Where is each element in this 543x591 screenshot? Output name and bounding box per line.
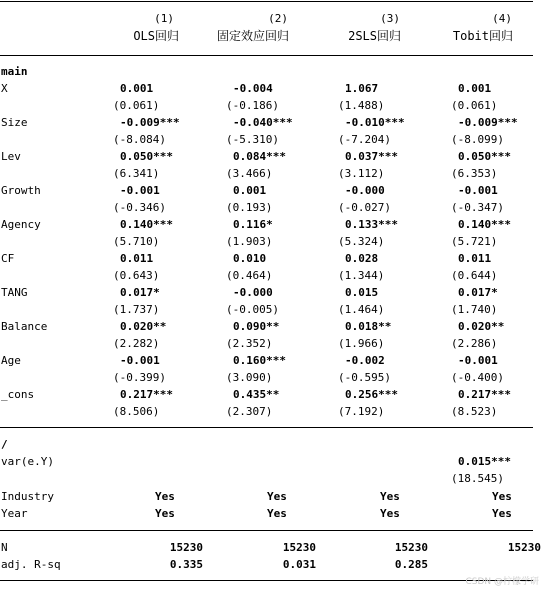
col-4-name: Tobit回归 xyxy=(452,29,513,43)
top-rule xyxy=(0,1,533,2)
coef-cell: 0.020** xyxy=(458,320,505,333)
var-row-t xyxy=(0,470,543,487)
tstat-cell: (-0.027) xyxy=(338,201,391,214)
control-label: Year xyxy=(1,507,28,520)
coef-row xyxy=(0,80,543,97)
coef-cell: 0.018** xyxy=(345,320,392,333)
tstat-cell: (3.112) xyxy=(338,167,385,180)
coef-row xyxy=(0,318,543,335)
controls-bottom-rule xyxy=(0,530,533,531)
tstat-cell: (-7.204) xyxy=(338,133,391,146)
tstat-row xyxy=(0,335,543,352)
section-slash-row xyxy=(0,436,543,453)
coef-cell: 0.133*** xyxy=(345,218,398,231)
row-label: CF xyxy=(1,252,15,265)
coef-row xyxy=(0,182,543,199)
stat-row xyxy=(0,539,543,556)
tstat-cell: (6.353) xyxy=(451,167,498,180)
tstat-cell: (5.710) xyxy=(113,235,160,248)
tstat-cell: (0.464) xyxy=(226,269,273,282)
coef-cell: -0.001 xyxy=(458,184,498,197)
coef-cell: -0.010*** xyxy=(345,116,405,129)
coef-cell: 0.090** xyxy=(233,320,280,333)
coef-cell: -0.000 xyxy=(345,184,385,197)
control-row xyxy=(0,505,543,522)
row-label: Agency xyxy=(1,218,41,231)
control-value: Yes xyxy=(492,490,512,503)
tstat-cell: (-0.347) xyxy=(451,201,504,214)
stat-value: 0.031 xyxy=(282,558,316,571)
tstat-cell: (0.061) xyxy=(451,99,498,112)
col-4-number: (4) xyxy=(492,12,512,25)
bottom-rule xyxy=(0,580,533,581)
coef-row xyxy=(0,216,543,233)
coef-cell: -0.001 xyxy=(120,184,160,197)
coef-row xyxy=(0,148,543,165)
coef-cell: 1.067 xyxy=(345,82,379,95)
var-row-label: var(e.Y) xyxy=(1,455,54,468)
coef-cell: 0.116* xyxy=(233,218,273,231)
stat-value: 15230 xyxy=(394,541,428,554)
col-3-name: 2SLS回归 xyxy=(348,29,401,43)
coef-cell: 0.256*** xyxy=(345,388,398,401)
section-main-row xyxy=(0,63,543,80)
coef-row xyxy=(0,250,543,267)
tstat-cell: (1.740) xyxy=(451,303,498,316)
tstat-row xyxy=(0,165,543,182)
main-bottom-rule xyxy=(0,427,533,428)
coef-row xyxy=(0,114,543,131)
row-label: Age xyxy=(1,354,21,367)
coef-cell: -0.004 xyxy=(233,82,273,95)
var-row xyxy=(0,453,543,470)
coef-cell: 0.010 xyxy=(233,252,267,265)
tstat-cell: (-0.595) xyxy=(338,371,391,384)
tstat-cell: (-5.310) xyxy=(226,133,279,146)
control-value: Yes xyxy=(155,490,175,503)
var-row-coef: 0.015*** xyxy=(458,455,511,468)
control-value: Yes xyxy=(380,507,400,520)
section-main-label: main xyxy=(1,65,28,78)
tstat-cell: (2.286) xyxy=(451,337,498,350)
coef-cell: 0.017* xyxy=(458,286,498,299)
coef-cell: 0.001 xyxy=(233,184,267,197)
tstat-cell: (2.282) xyxy=(113,337,160,350)
tstat-cell: (2.307) xyxy=(226,405,273,418)
coef-cell: 0.028 xyxy=(345,252,379,265)
tstat-cell: (8.506) xyxy=(113,405,160,418)
col-1-name: OLS回归 xyxy=(133,29,179,43)
col-2-name: 固定效应回归 xyxy=(216,29,289,43)
coef-cell: -0.009*** xyxy=(458,116,518,129)
col-3-number: (3) xyxy=(380,12,400,25)
tstat-cell: (3.090) xyxy=(226,371,273,384)
row-label: Size xyxy=(1,116,28,129)
tstat-cell: (1.344) xyxy=(338,269,385,282)
coef-cell: -0.009*** xyxy=(120,116,180,129)
tstat-cell: (-8.099) xyxy=(451,133,504,146)
tstat-row xyxy=(0,301,543,318)
tstat-cell: (-0.346) xyxy=(113,201,166,214)
tstat-cell: (0.193) xyxy=(226,201,273,214)
tstat-cell: (1.488) xyxy=(338,99,385,112)
tstat-cell: (1.903) xyxy=(226,235,273,248)
coef-cell: 0.050*** xyxy=(458,150,511,163)
control-value: Yes xyxy=(155,507,175,520)
row-label: Balance xyxy=(1,320,48,333)
tstat-cell: (0.643) xyxy=(113,269,160,282)
row-label: Lev xyxy=(1,150,21,163)
control-label: Industry xyxy=(1,490,54,503)
coef-cell: 0.001 xyxy=(458,82,492,95)
tstat-row xyxy=(0,403,543,420)
coef-cell: 0.217*** xyxy=(120,388,173,401)
stat-value: 0.335 xyxy=(169,558,203,571)
control-value: Yes xyxy=(267,507,287,520)
tstat-cell: (0.644) xyxy=(451,269,498,282)
var-row-tstat: (18.545) xyxy=(451,472,504,485)
tstat-cell: (2.352) xyxy=(226,337,273,350)
tstat-cell: (-0.186) xyxy=(226,99,279,112)
tstat-cell: (1.737) xyxy=(113,303,160,316)
col-2-number: (2) xyxy=(268,12,288,25)
row-label: Growth xyxy=(1,184,41,197)
coef-cell: -0.001 xyxy=(458,354,498,367)
coef-cell: 0.011 xyxy=(458,252,492,265)
watermark: CSDN @柠檬学研 xyxy=(465,577,539,587)
coef-cell: 0.435** xyxy=(233,388,280,401)
tstat-cell: (-0.399) xyxy=(113,371,166,384)
tstat-cell: (1.966) xyxy=(338,337,385,350)
col-1-number: (1) xyxy=(154,12,174,25)
coef-cell: -0.040*** xyxy=(233,116,293,129)
coef-cell: 0.140*** xyxy=(120,218,173,231)
coef-cell: 0.160*** xyxy=(233,354,286,367)
coef-row xyxy=(0,386,543,403)
stat-label: N xyxy=(1,541,8,554)
stat-value: 15230 xyxy=(169,541,203,554)
coef-row xyxy=(0,352,543,369)
coef-cell: -0.002 xyxy=(345,354,385,367)
coef-cell: 0.050*** xyxy=(120,150,173,163)
row-label: X xyxy=(1,82,8,95)
coef-cell: 0.020** xyxy=(120,320,167,333)
coef-cell: 0.011 xyxy=(120,252,154,265)
tstat-row xyxy=(0,199,543,216)
tstat-cell: (0.061) xyxy=(113,99,160,112)
tstat-cell: (5.721) xyxy=(451,235,498,248)
tstat-row xyxy=(0,131,543,148)
coef-cell: -0.001 xyxy=(120,354,160,367)
control-value: Yes xyxy=(492,507,512,520)
coef-cell: 0.001 xyxy=(120,82,154,95)
tstat-row xyxy=(0,233,543,250)
coef-cell: 0.140*** xyxy=(458,218,511,231)
coef-cell: 0.017* xyxy=(120,286,160,299)
header-rule xyxy=(0,55,533,56)
tstat-row xyxy=(0,97,543,114)
row-label: _cons xyxy=(1,388,35,401)
tstat-cell: (-8.084) xyxy=(113,133,166,146)
stat-value: 0.285 xyxy=(394,558,428,571)
tstat-cell: (-0.005) xyxy=(226,303,279,316)
row-label: TANG xyxy=(1,286,28,299)
tstat-cell: (8.523) xyxy=(451,405,498,418)
tstat-cell: (5.324) xyxy=(338,235,385,248)
stat-value: 15230 xyxy=(507,541,541,554)
coef-cell: 0.084*** xyxy=(233,150,286,163)
coef-cell: 0.217*** xyxy=(458,388,511,401)
tstat-cell: (1.464) xyxy=(338,303,385,316)
coef-cell: -0.000 xyxy=(233,286,273,299)
tstat-cell: (3.466) xyxy=(226,167,273,180)
tstat-cell: (-0.400) xyxy=(451,371,504,384)
stat-label: adj. R-sq xyxy=(1,558,61,571)
section-slash-label: / xyxy=(1,438,8,451)
coef-row xyxy=(0,284,543,301)
tstat-cell: (7.192) xyxy=(338,405,385,418)
coef-cell: 0.015 xyxy=(345,286,379,299)
tstat-row xyxy=(0,369,543,386)
tstat-row xyxy=(0,267,543,284)
control-row xyxy=(0,488,543,505)
control-value: Yes xyxy=(380,490,400,503)
coef-cell: 0.037*** xyxy=(345,150,398,163)
stat-value: 15230 xyxy=(282,541,316,554)
tstat-cell: (6.341) xyxy=(113,167,160,180)
stat-row xyxy=(0,556,543,573)
control-value: Yes xyxy=(267,490,287,503)
